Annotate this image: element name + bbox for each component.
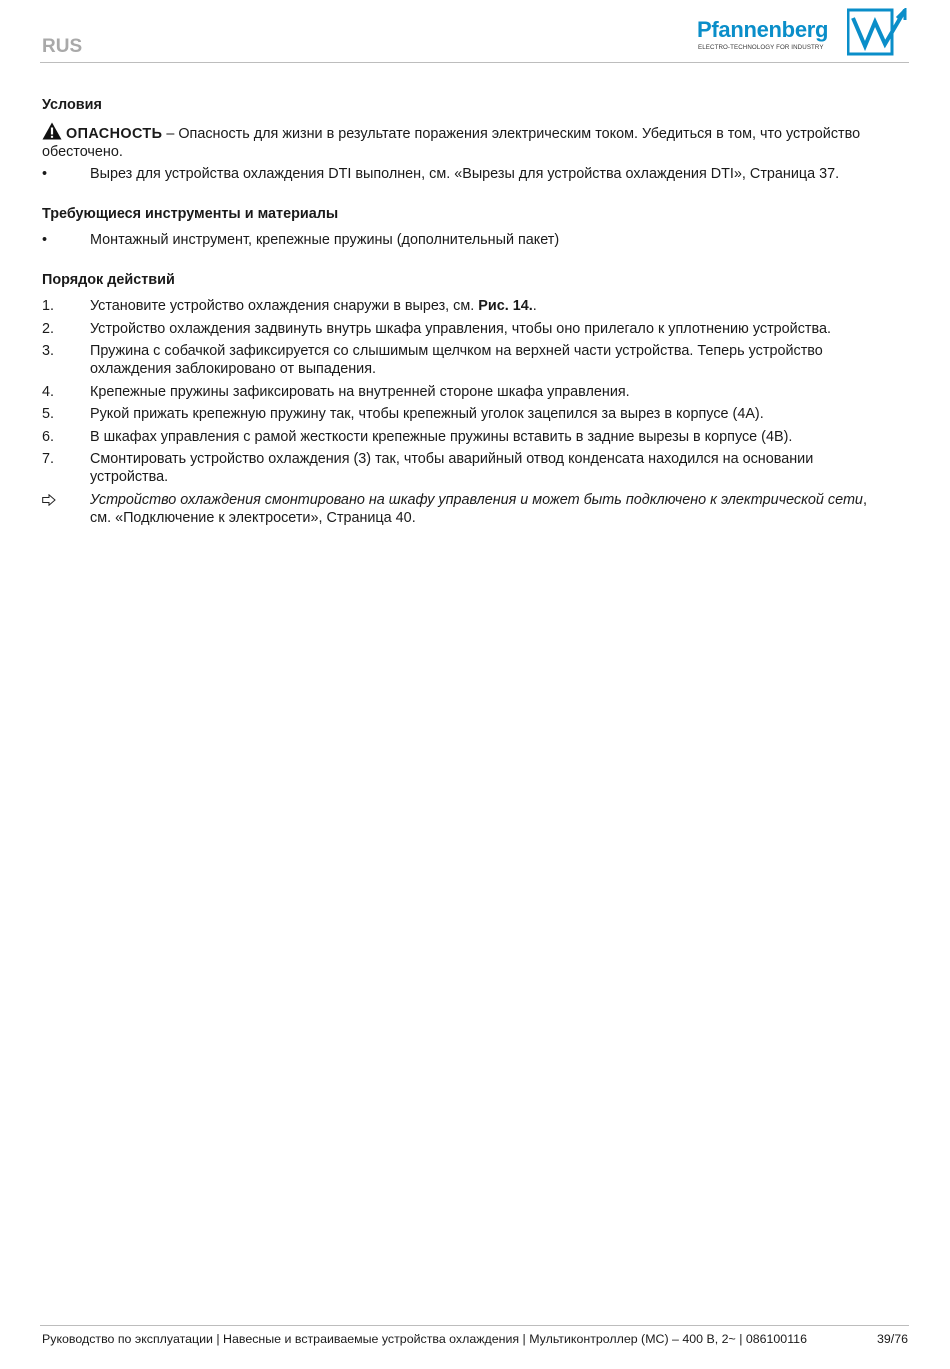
step-item — [42, 428, 892, 446]
danger-label: ОПАСНОСТЬ — [66, 126, 163, 142]
list-item — [42, 231, 892, 249]
list-item-text: Вырез для устройства охлаждения DTI выполнен, см. «Вырезы для устройства охлаждения DTI», Страница 37. — [90, 166, 840, 182]
footer-divider — [40, 1325, 909, 1326]
step-item — [42, 383, 892, 401]
tools-heading: Требующиеся инструменты и материалы — [42, 206, 339, 222]
step-text: В шкафах управления с рамой жесткости крепежные пружины вставить в задние вырезы в корпусе (4B). — [90, 428, 793, 445]
page-content — [42, 96, 892, 549]
list-item — [42, 165, 892, 183]
step-number: 5. — [42, 406, 55, 422]
step-item — [42, 405, 892, 423]
language-code: RUS — [42, 36, 83, 57]
result-item — [42, 491, 892, 527]
danger-notice — [42, 122, 892, 161]
warning-triangle-icon — [42, 122, 62, 140]
step-item — [42, 297, 892, 315]
procedure-section — [42, 271, 892, 527]
procedure-heading: Порядок действий — [42, 272, 175, 288]
step-item — [42, 450, 892, 486]
footer-text: Руководство по эксплуатации | Навесные и встраиваемые устройства охлаждения | Мультиконтроллер (MC) – 400 В, 2~ | 086100116 — [42, 1332, 807, 1346]
step-item — [42, 320, 892, 338]
step-number: 6. — [42, 428, 55, 445]
step-number: 4. — [42, 383, 55, 400]
conditions-section — [42, 96, 892, 183]
logo-tagline: ELECTRO-TECHNOLOGY FOR INDUSTRY — [698, 44, 824, 51]
step-text: Устройство охлаждения задвинуть внутрь шкафа управления, чтобы оно прилегало к уплотнению устройства. — [90, 320, 831, 337]
figure-reference: Рис. 14. — [478, 298, 533, 314]
step-number: 2. — [42, 320, 55, 337]
page-header — [40, 0, 909, 64]
list-item-text: Монтажный инструмент, крепежные пружины (дополнительный пакет) — [90, 232, 560, 248]
result-text: Устройство охлаждения смонтировано на шкафу управления и может быть подключено к электрической сети — [90, 491, 863, 508]
result-reference: , см. «Подключение к электросети», Страница 40. — [90, 491, 867, 526]
step-text: Пружина с собачкой зафиксируется со слышимым щелчком на верхней части устройства. Теперь устройство охлаждения заблокировано от выпадения. — [90, 343, 823, 377]
step-text-end: . — [532, 298, 537, 314]
bullet-marker: • — [42, 166, 48, 182]
step-text: Установите устройство охлаждения снаружи в вырез, см. — [90, 298, 479, 314]
pfannenberg-logo — [697, 8, 907, 56]
step-item — [42, 342, 892, 378]
step-text: Рукой прижать крепежную пружину так, чтобы крепежный уголок зацепился за вырез в корпусе (4A). — [90, 406, 764, 422]
header-divider — [40, 62, 909, 63]
tools-section — [42, 205, 892, 249]
danger-text: – Опасность для жизни в результате поражения электрическим током. Убедиться в том, что устройство обесточено. — [42, 126, 861, 160]
page-number: 39/76 — [876, 1332, 908, 1346]
page-footer — [42, 1332, 908, 1346]
bullet-marker: • — [42, 232, 48, 248]
logo-mark-icon — [847, 8, 907, 56]
logo-wordmark: Pfannenberg — [697, 17, 829, 42]
step-number: 1. — [42, 298, 55, 314]
step-text: Смонтировать устройство охлаждения (3) так, чтобы аварийный отвод конденсата находился на основании устройства. — [90, 451, 814, 485]
step-text: Крепежные пружины зафиксировать на внутренней стороне шкафа управления. — [90, 383, 630, 400]
conditions-heading: Условия — [42, 97, 102, 113]
step-number: 3. — [42, 343, 55, 359]
step-number: 7. — [42, 451, 55, 467]
result-arrow-icon — [42, 494, 56, 506]
